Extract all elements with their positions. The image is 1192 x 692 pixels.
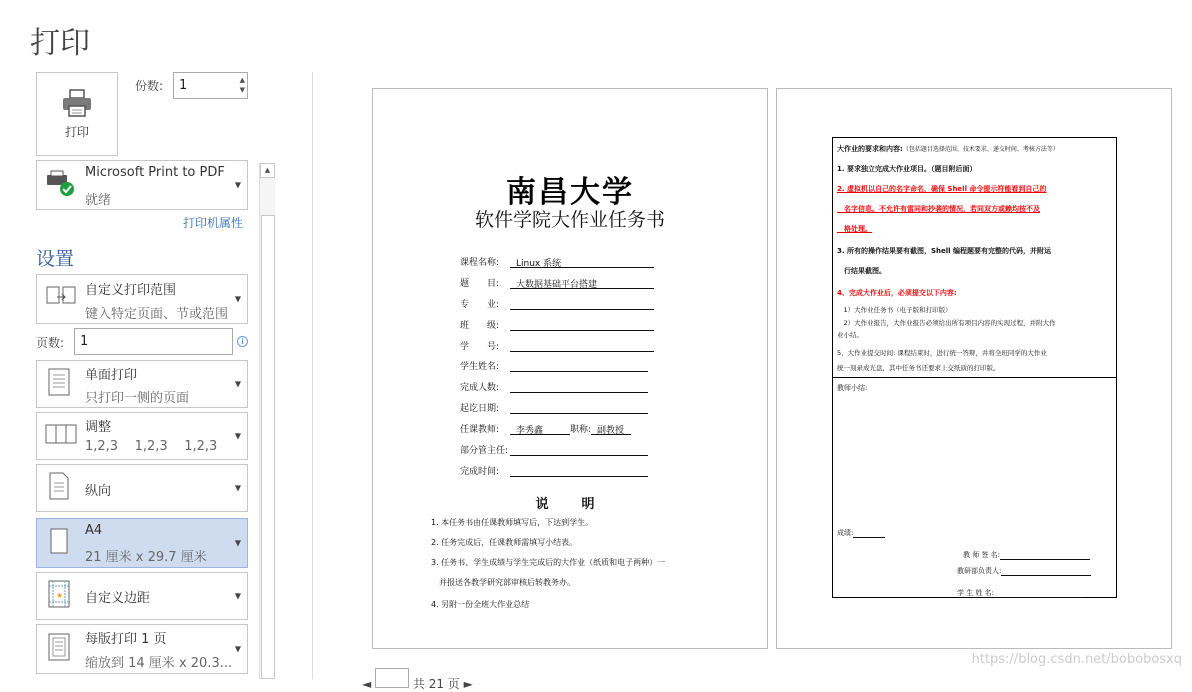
req-item: 格处理。 [837, 225, 872, 233]
sides-title: 单面打印 [85, 368, 138, 383]
teacher-sign-field [963, 550, 1090, 560]
field-label: 班 级: [460, 321, 500, 331]
paper-icon [45, 526, 73, 560]
watermark: https://blog.csdn.net/bobobosxq [971, 652, 1182, 667]
field-label: 题 目: [460, 279, 500, 289]
page-range-icon [45, 283, 77, 315]
head-sign-label: 教研部负责人: [957, 567, 1002, 575]
next-page-icon[interactable]: ► [463, 677, 473, 691]
scrollbar-thumb[interactable] [261, 215, 275, 679]
notes-title: 说 明 [535, 497, 605, 512]
req-item: 统一刻录成光盘，其中任务书还要求上交纸质的打印版。 [837, 364, 1000, 372]
info-icon[interactable]: i [237, 336, 248, 347]
print-button-label: 打印 [64, 124, 89, 139]
chevron-down-icon: ▼ [234, 538, 241, 548]
req-item: 行结果截图。 [837, 267, 886, 275]
field-row [460, 380, 648, 393]
note-line: 3. 任务书、学生成绩与学生完成后的大作业（纸质和电子两种）一 [431, 558, 666, 567]
page-navigation [362, 668, 473, 692]
req-item: 业小结。 [837, 331, 863, 339]
field-value: 副教授 [591, 423, 631, 435]
field-row [460, 318, 654, 331]
sides-subtitle: 只打印一侧的页面 [85, 391, 190, 406]
copies-value: 1 [179, 78, 188, 93]
doc-title: 软件学院大作业任务书 [474, 209, 665, 231]
collate-icon [45, 421, 77, 451]
student-name-field [957, 588, 1084, 598]
requirements-box [832, 137, 1117, 598]
student-name-label: 学 生 姓 名: [957, 589, 995, 597]
print-button[interactable] [36, 72, 118, 156]
field-label: 职称: [570, 425, 592, 435]
field-value [510, 340, 654, 352]
copies-stepper[interactable] [173, 72, 248, 99]
teacher-summary-label: 教师小结: [837, 384, 868, 392]
req-heading-note: （包括题目选择范围、技术要求、递交时间、考核方法等） [902, 146, 1059, 153]
score-line [853, 530, 885, 538]
field-value [510, 465, 648, 477]
note-line: 1. 本任务书由任课教师填写后，下达到学生。 [431, 518, 594, 527]
margins-select[interactable] [36, 572, 248, 620]
student-name-line [994, 590, 1084, 598]
field-row [460, 443, 648, 456]
margins-title: 自定义边距 [85, 591, 151, 606]
printer-status: 就绪 [85, 193, 112, 208]
field-row [460, 297, 654, 310]
req-item: 3. 所有的操作结果要有截图，Shell 编程题要有完整的代码，并附运 [837, 247, 1051, 255]
collate-subtitle: 1,2,3 1,2,3 1,2,3 [85, 439, 218, 454]
field-value: 大数据基础平台搭建 [510, 277, 654, 289]
requirements-heading [837, 144, 1059, 154]
pages-per-sheet-icon [45, 632, 73, 666]
printer-properties-link[interactable]: 打印机属性 [183, 216, 244, 230]
print-range-subtitle: 键入特定页面、节或范围 [85, 307, 229, 322]
teacher-sign-label: 教 师 签 名: [963, 551, 1001, 559]
field-row [460, 276, 654, 289]
pages-label: 页数: [36, 336, 65, 350]
req-item: 2. 虚拟机以自己的名字命名，确保 Shell 命令提示符能看到自己的 [837, 185, 1047, 193]
printer-ready-icon [45, 169, 77, 201]
pages-per-sheet-title: 每版打印 1 页 [85, 632, 167, 647]
chevron-down-icon: ▼ [234, 591, 241, 601]
field-row [460, 255, 654, 268]
note-line: 4. 另附一份全班大作业总结 [431, 600, 530, 609]
score-field [837, 528, 885, 538]
paper-size-subtitle: 21 厘米 x 29.7 厘米 [85, 550, 207, 565]
field-row [460, 339, 654, 352]
field-label: 任课教师: [460, 425, 500, 435]
field-value [510, 402, 648, 414]
note-line: 2. 任务完成后，任课教师需填写小结表。 [431, 538, 578, 547]
scroll-up-icon[interactable]: ▲ [260, 163, 275, 178]
printer-icon [61, 89, 93, 117]
preview-page-2 [776, 88, 1172, 649]
req-item: 4、完成大作业后，必须提交以下内容: [837, 289, 957, 297]
chevron-down-icon: ▼ [234, 180, 241, 190]
chevron-down-icon: ▼ [234, 379, 241, 389]
printer-select[interactable] [36, 160, 248, 210]
teacher-sign-line [1000, 552, 1090, 560]
field-row [460, 422, 631, 435]
chevron-down-icon: ▼ [234, 431, 241, 441]
section-divider [833, 377, 1116, 378]
orientation-title: 纵向 [85, 484, 112, 499]
panel-divider [312, 72, 313, 679]
field-label: 学生姓名: [460, 362, 500, 372]
page-title: 打印 [30, 26, 90, 61]
copies-spinner[interactable] [240, 75, 245, 95]
note-line: 并报送各教学研究部审核后转教务办。 [431, 578, 575, 587]
school-name: 南昌大学 [506, 175, 634, 210]
current-page-input[interactable] [375, 668, 409, 688]
portrait-icon [45, 471, 73, 505]
field-value [510, 360, 648, 372]
field-label: 完成人数: [460, 383, 500, 393]
margins-icon [45, 579, 73, 613]
pages-per-sheet-select[interactable] [36, 624, 248, 674]
chevron-up-icon[interactable]: ▲ [239, 76, 245, 84]
field-label: 课程名称: [460, 258, 500, 268]
chevron-down-icon: ▼ [234, 483, 241, 493]
pages-per-sheet-subtitle: 缩放到 14 厘米 x 20.3... [85, 656, 233, 671]
field-label: 专 业: [460, 300, 500, 310]
field-row [460, 401, 648, 414]
req-heading-text: 大作业的要求和内容: [837, 145, 903, 153]
req-item: 2）大作业报告，大作业报告必须给出所有项目内容的实现过程，并附大作 [837, 319, 1056, 327]
chevron-down-icon: ▼ [234, 644, 241, 654]
collate-select[interactable] [36, 412, 248, 460]
field-label: 完成时间: [460, 467, 500, 477]
field-value [510, 444, 648, 456]
head-sign-line [1001, 568, 1091, 576]
field-label: 起讫日期: [460, 404, 500, 414]
collate-title: 调整 [85, 420, 112, 435]
svg-text:★: ★ [56, 591, 64, 600]
field-value: Linux 系统 [510, 256, 654, 268]
field-row [460, 359, 648, 372]
field-value [510, 381, 648, 393]
orientation-select[interactable] [36, 464, 248, 512]
score-label: 成绩: [837, 529, 854, 537]
print-range-select[interactable] [36, 274, 248, 324]
field-label: 部分管主任: [460, 446, 509, 456]
chevron-down-icon: ▼ [234, 294, 241, 304]
prev-page-icon[interactable]: ◄ [362, 677, 372, 691]
req-item: 名字信息。不允许有雷同和抄袭的情况，若同双方或赖均按不及 [837, 205, 1040, 213]
head-sign-field [957, 566, 1091, 576]
printer-name: Microsoft Print to PDF [85, 165, 225, 180]
pages-input[interactable]: 1 [74, 328, 233, 355]
copies-label: 份数: [135, 79, 164, 93]
chevron-down-icon[interactable]: ▼ [239, 86, 245, 94]
print-range-title: 自定义打印范围 [85, 283, 177, 298]
field-value: 李秀鑫 [510, 423, 570, 435]
req-item: 5、大作业提交时间: 课程结束时，进行统一答辩，并将全班同学的大作业 [837, 349, 1047, 357]
single-sided-icon [45, 367, 73, 401]
sides-select[interactable] [36, 360, 248, 408]
page-count: 共 21 页 [412, 677, 460, 691]
field-value [510, 319, 654, 331]
req-item: 1. 要求独立完成大作业项目。（题目附后面） [837, 165, 977, 173]
field-value [510, 298, 654, 310]
field-label: 学 号: [460, 342, 500, 352]
settings-heading: 设置 [36, 248, 75, 270]
settings-scrollbar[interactable] [259, 163, 275, 679]
paper-size-select[interactable] [36, 518, 248, 568]
preview-page-1 [372, 88, 768, 649]
req-item: 1）大作业任务书（电子版和打印版） [837, 306, 952, 314]
field-row [460, 464, 648, 477]
paper-size-title: A4 [85, 523, 103, 538]
